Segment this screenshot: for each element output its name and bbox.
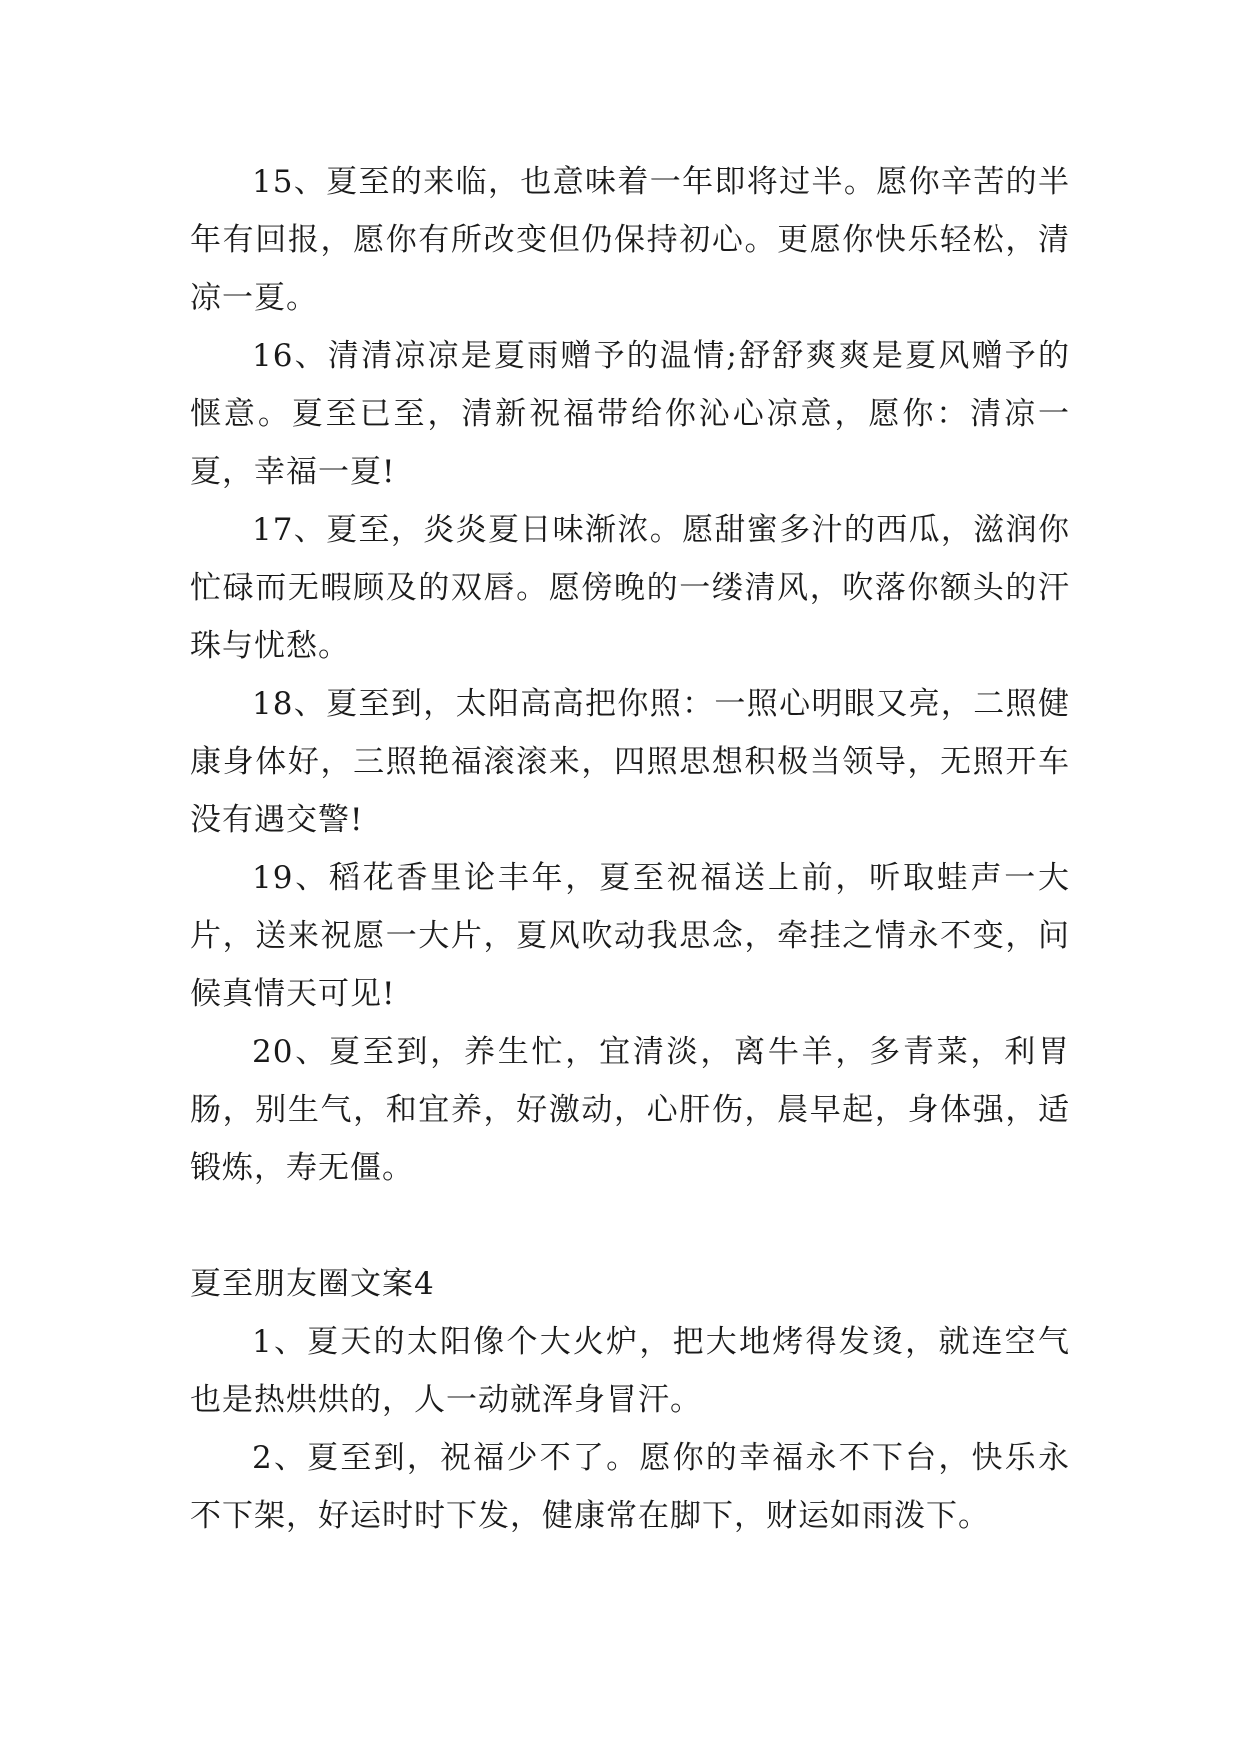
section-spacer	[190, 1197, 1070, 1255]
paragraph-2: 2、夏至到，祝福少不了。愿你的幸福永不下台，快乐永不下架，好运时时下发，健康常在脚下，财运如雨泼下。	[190, 1440, 1070, 1534]
paragraph-17: 17、夏至，炎炎夏日味渐浓。愿甜蜜多汁的西瓜，滋润你忙碌而无暇顾及的双唇。愿傍晚的一缕清风，吹落你额头的汗珠与忧愁。	[190, 512, 1070, 664]
section-heading: 夏至朋友圈文案4	[190, 1266, 435, 1302]
paragraph-18: 18、夏至到，太阳高高把你照：一照心明眼又亮，二照健康身体好，三照艳福滚滚来，四照思想积极当领导，无照开车没有遇交警!	[190, 686, 1070, 838]
paragraph-20: 20、夏至到，养生忙，宜清淡，离牛羊，多青菜，利胃肠，别生气，和宜养，好激动，心肝伤，晨早起，身体强，适锻炼，寿无僵。	[190, 1034, 1070, 1186]
paragraph-19: 19、稻花香里论丰年，夏至祝福送上前，听取蛙声一大片，送来祝愿一大片，夏风吹动我思念，牵挂之情永不变，问候真情天可见!	[190, 860, 1070, 1012]
document-body	[190, 153, 1070, 1545]
paragraph-1: 1、夏天的太阳像个大火炉，把大地烤得发烫，就连空气也是热烘烘的，人一动就浑身冒汗。	[190, 1324, 1070, 1418]
paragraph-16: 16、清清凉凉是夏雨赠予的温情;舒舒爽爽是夏风赠予的惬意。夏至已至，清新祝福带给你沁心凉意，愿你：清凉一夏，幸福一夏!	[190, 338, 1070, 490]
paragraph-15: 15、夏至的来临，也意味着一年即将过半。愿你辛苦的半年有回报，愿你有所改变但仍保持初心。更愿你快乐轻松，清凉一夏。	[190, 164, 1070, 316]
